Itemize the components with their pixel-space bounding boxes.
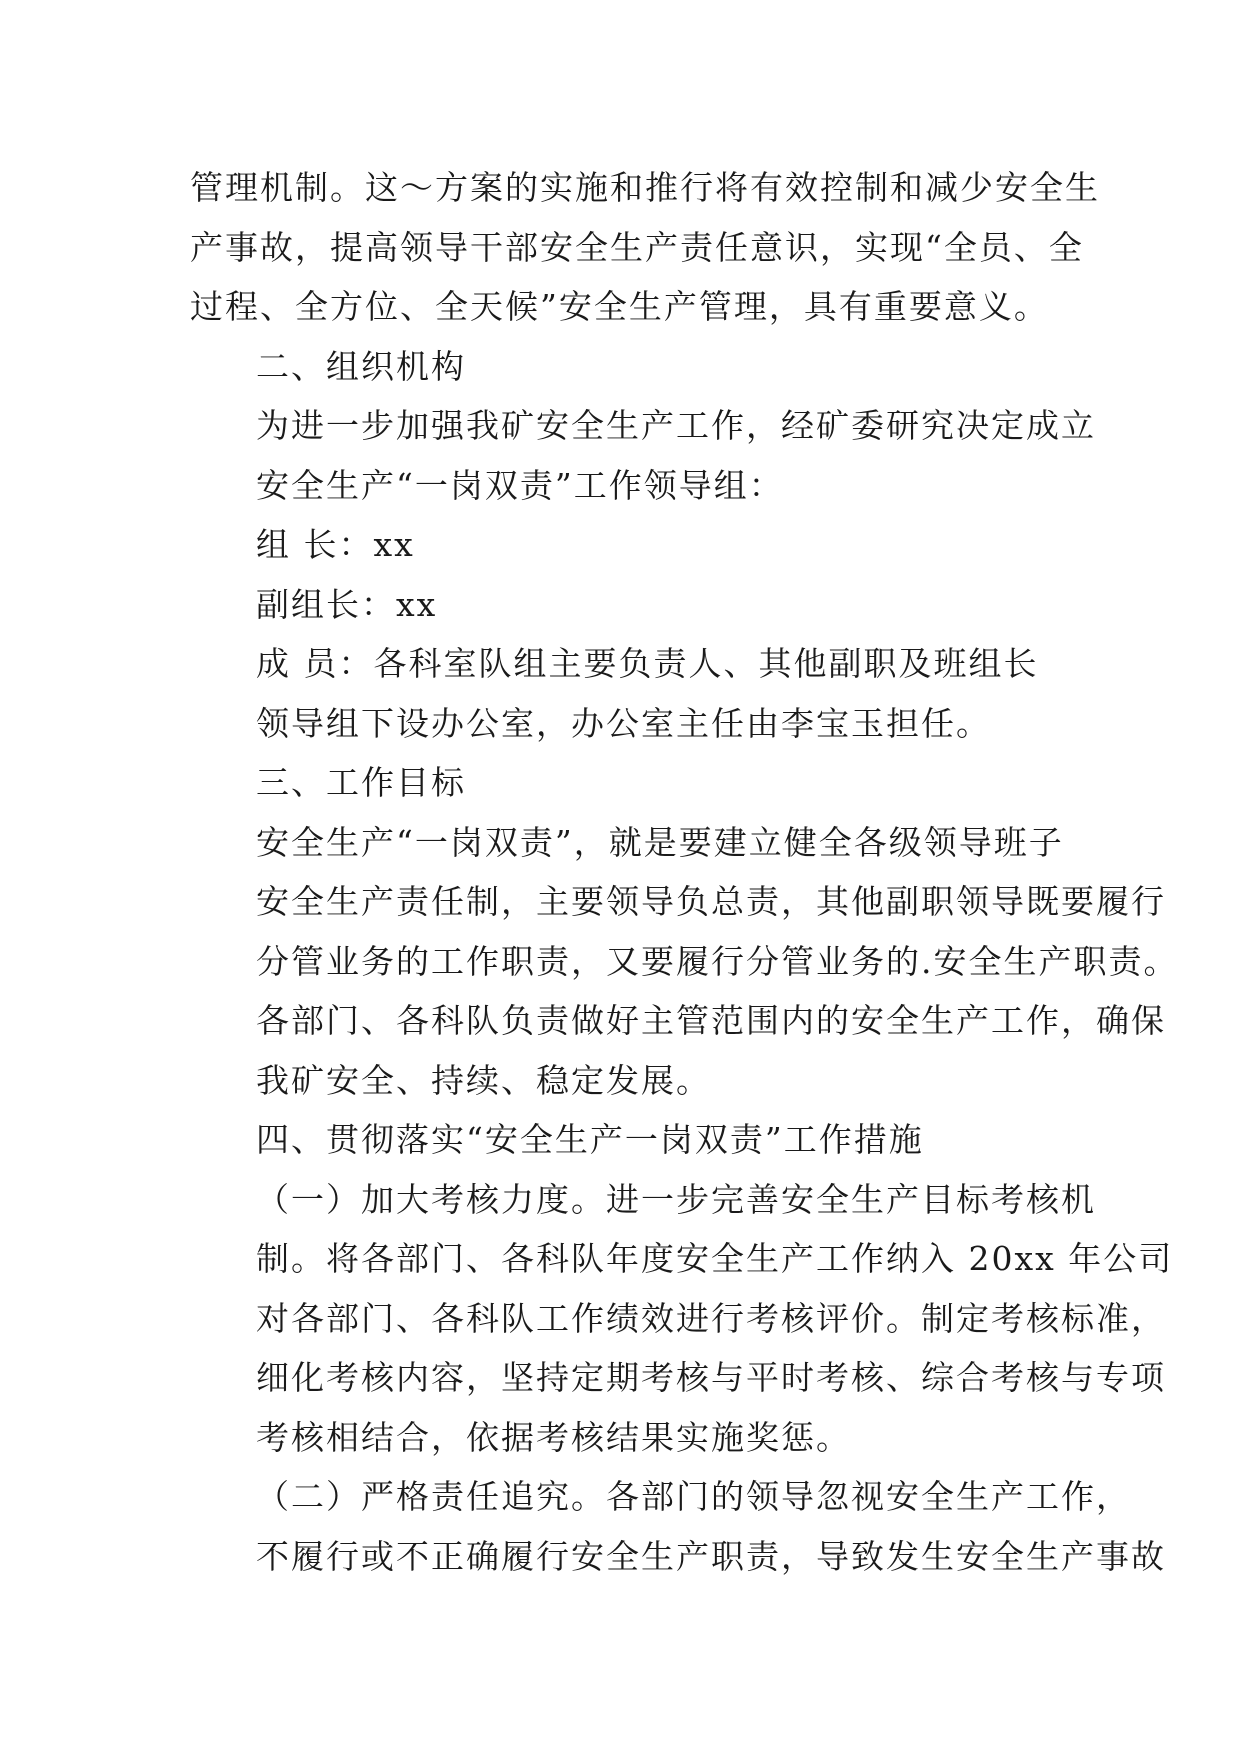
document-body [190, 158, 1179, 1586]
text-line: 各部门、各科队负责做好主管范围内的安全生产工作，确保 [256, 1001, 1166, 1040]
text-line: 安全生产“一岗双责”工作领导组： [256, 465, 784, 505]
text-line: 三、工作目标 [256, 763, 466, 802]
text-line: 四、贯彻落实“安全生产一岗双责”工作措施 [256, 1120, 924, 1159]
paragraph-p6 [190, 634, 1060, 694]
text-line: 分管业务的工作职责，又要履行分管业务的.安全生产职责。 [256, 941, 1179, 981]
text-line: 细化考核内容，坚持定期考核与平时考核、综合考核与专项 [256, 1358, 1166, 1397]
paragraph-p4 [190, 515, 1060, 575]
text-line: 考核相结合，依据考核结果实施奖惩。 [256, 1417, 851, 1457]
text-line: 产事故，提高领导干部安全生产责任意识，实现“全员、全 [190, 227, 1084, 267]
text-line: 制。将各部门、各科队年度安全生产工作纳入 20xx 年公司 [256, 1239, 1174, 1278]
text-line: 过程、全方位、全天候”安全生产管理，具有重要意义。 [190, 287, 1049, 326]
paragraph-p9 [190, 813, 1179, 1111]
text-line: 领导组下设办公室，办公室主任由李宝玉担任。 [256, 703, 991, 743]
text-line: 对各部门、各科队工作绩效进行考核评价。制定考核标准， [256, 1298, 1166, 1338]
text-line: 二、组织机构 [256, 346, 466, 386]
text-line: 组 长：xx [256, 525, 415, 564]
paragraph-p8 [190, 753, 1060, 813]
paragraph-p3 [190, 396, 1096, 515]
text-line: （一）加大考核力度。进一步完善安全生产目标考核机 [256, 1179, 1096, 1219]
text-line: 不履行或不正确履行安全生产职责，导致发生安全生产事故 [256, 1536, 1166, 1576]
text-line: 成 员：各科室队组主要负责人、其他副职及班组长 [256, 644, 1039, 683]
text-line: 副组长：xx [256, 584, 438, 624]
paragraph-p7 [190, 694, 1060, 754]
paragraph-p1 [190, 158, 1100, 337]
text-line: 管理机制。这～方案的实施和推行将有效控制和减少安全生 [190, 168, 1100, 207]
text-line: 为进一步加强我矿安全生产工作，经矿委研究决定成立 [256, 406, 1096, 445]
text-line: 我矿安全、持续、稳定发展。 [256, 1060, 711, 1100]
text-line: 安全生产责任制，主要领导负总责，其他副职领导既要履行 [256, 882, 1166, 921]
paragraph-p5 [190, 575, 1060, 635]
paragraph-p2 [190, 337, 1060, 397]
paragraph-p12 [190, 1467, 1166, 1586]
text-line: （二）严格责任追究。各部门的领导忽视安全生产工作， [256, 1477, 1131, 1516]
paragraph-p10 [190, 1110, 1060, 1170]
paragraph-p11 [190, 1170, 1174, 1468]
text-line: 安全生产“一岗双责”，就是要建立健全各级领导班子 [256, 822, 1064, 862]
